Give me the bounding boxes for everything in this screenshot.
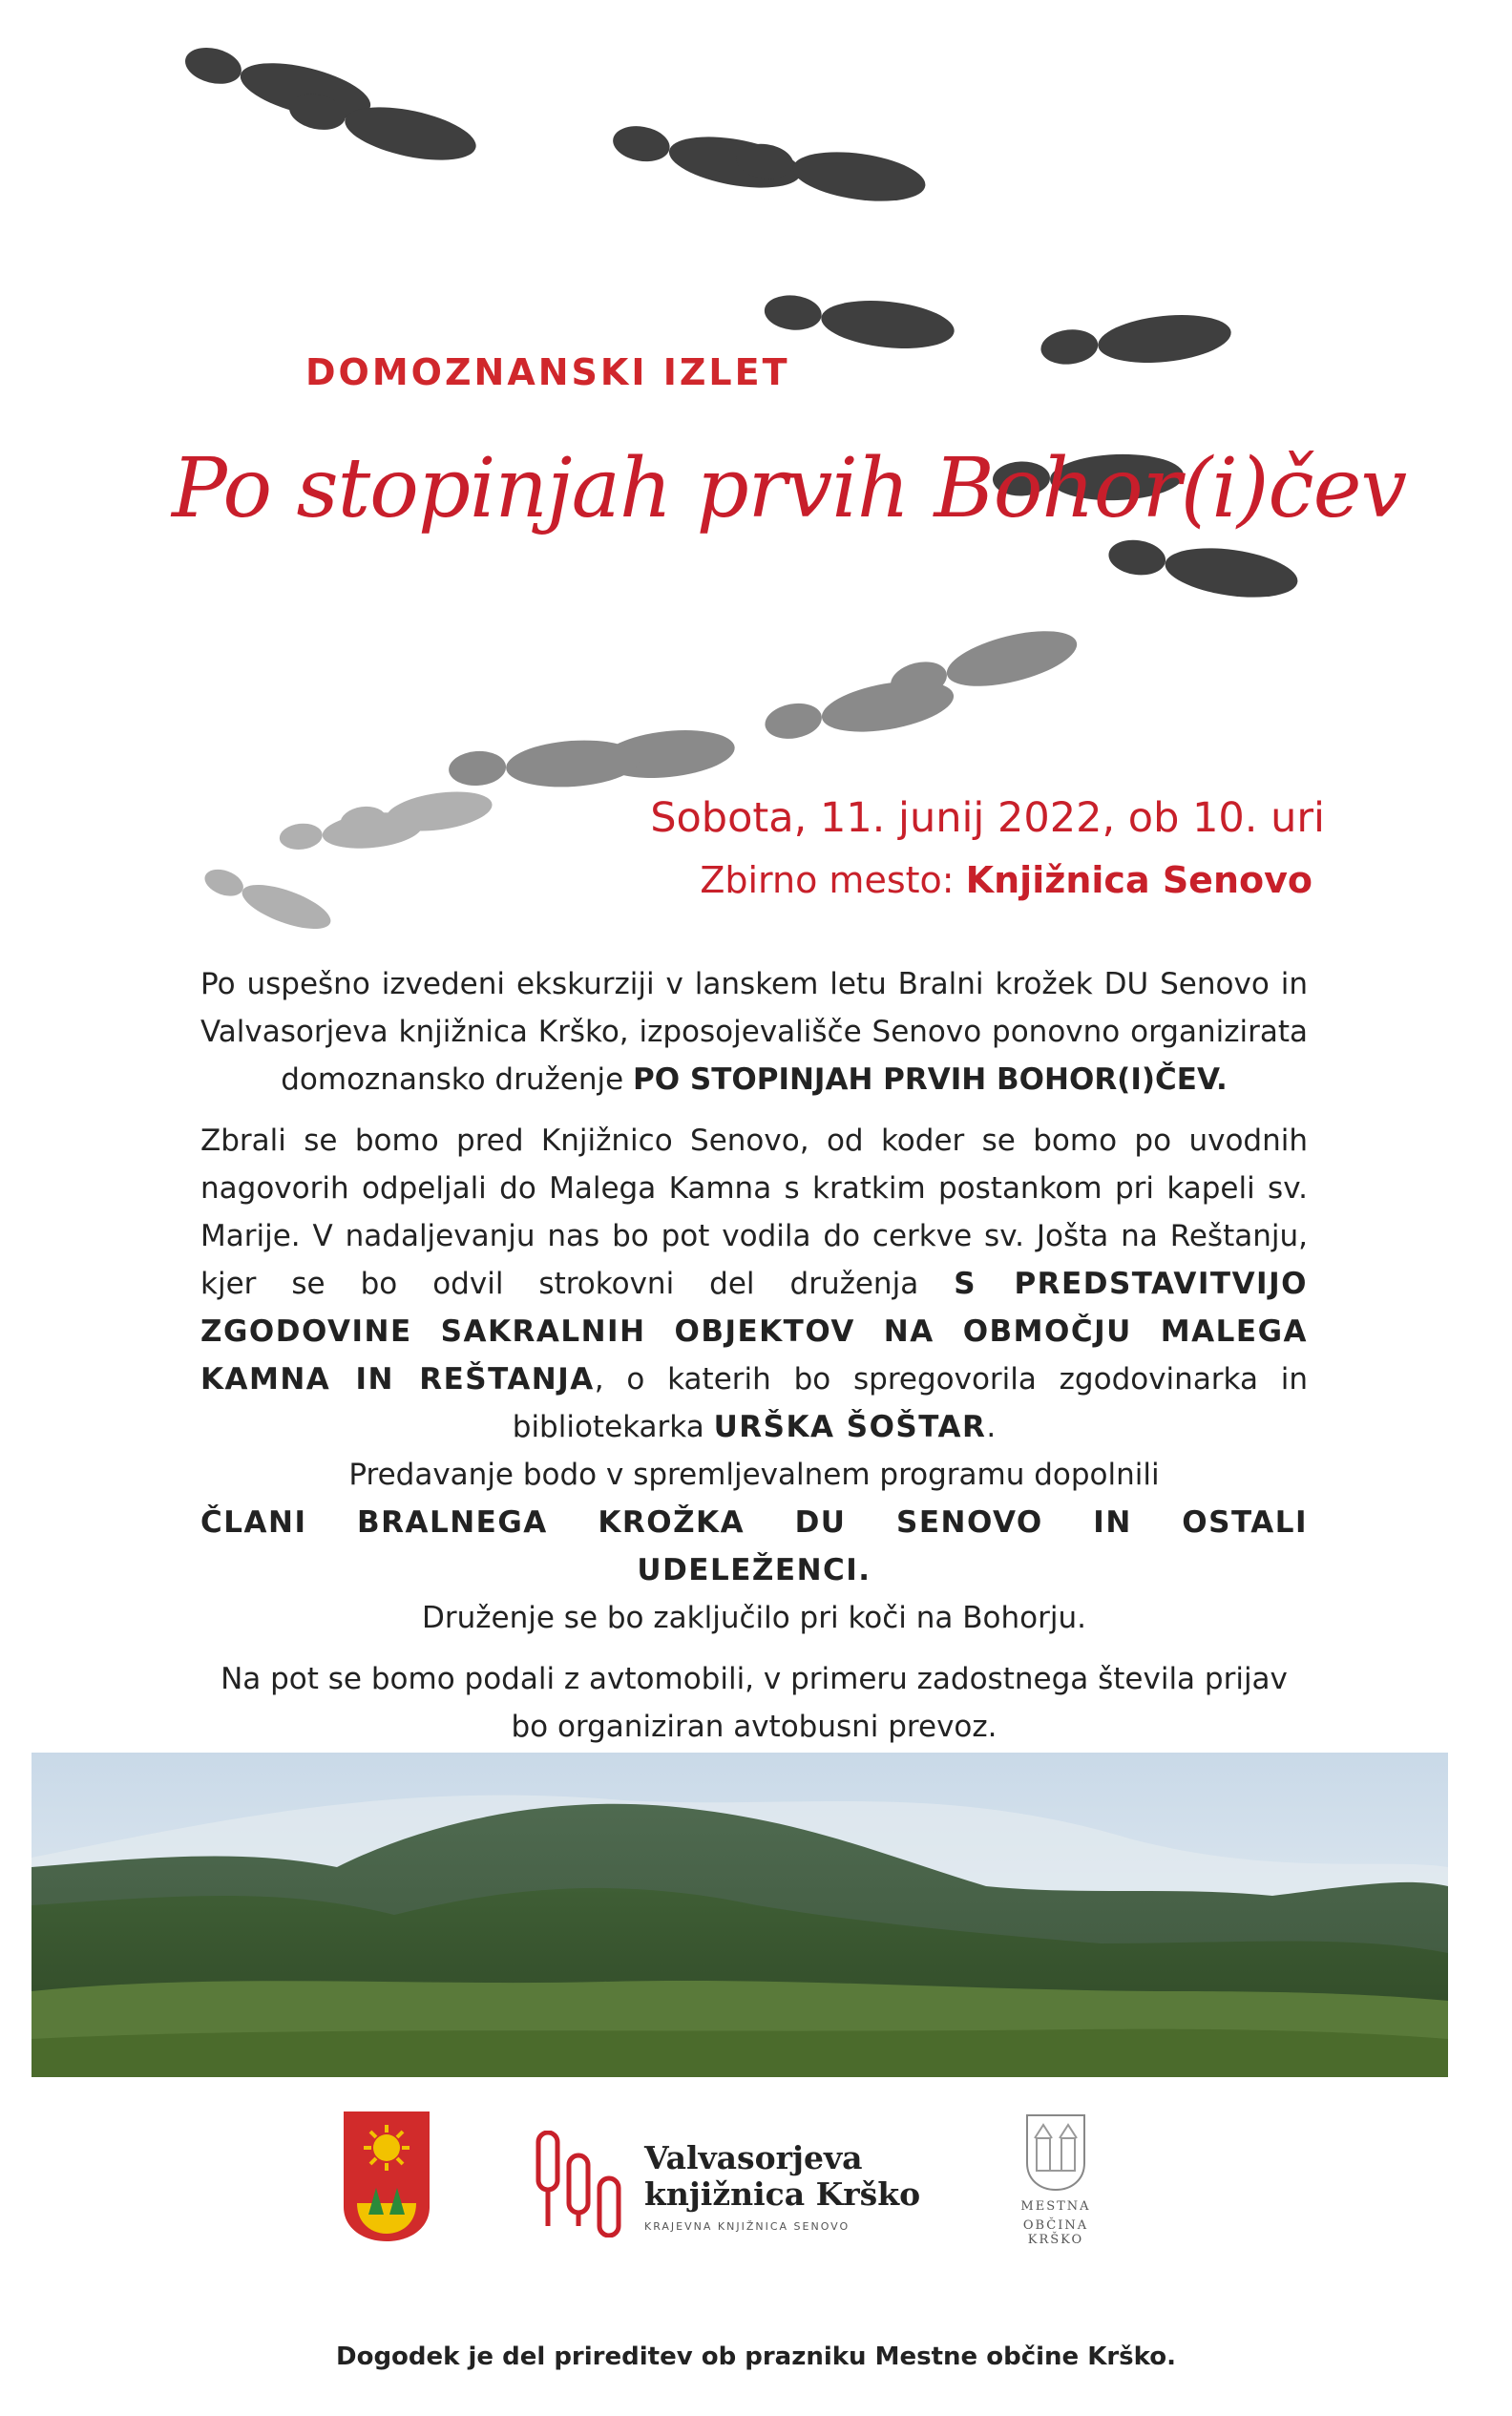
footprints-mid [448,620,1082,795]
meeting-place: Knjižnica Senovo [965,859,1312,901]
intro-text: Po uspešno izvedeni ekskurziji v lanskem letu Bralni krožek DU Senovo in Valvasorjeva knjižnica Krško, izposojevališče Senovo ponovno organizirata domoznansko druženje [200,967,1308,1097]
program-text: Zbrali se bomo pred Knjižnico Senovo, od koder se bomo po uvodnih nagovorih odpeljali do Malega Kamna s kratkim postankom pri kapeli sv. Marije. V nadaljevanju nas bo pot vodila do cerkve sv. Jošta na Reštanju, kjer se bo odvil strokovni del druženja [200,1124,1308,1301]
program-period: . [986,1410,997,1444]
municipality-name-line-2: OBČINA KRŠKO [1022,2218,1089,2247]
library-name-line-1: Valvasorjeva [644,2139,863,2176]
event-description [200,960,1308,1859]
meeting-label: Zbirno mesto: [700,859,955,901]
library-name [644,2140,920,2213]
paragraph-intro [200,960,1308,1103]
program-text-2: , o katerih bo spregovorila zgodovinarka in bibliotekarka [512,1362,1308,1444]
municipality-name-line-1: MESTNA [1020,2199,1091,2214]
library-name-line-2: knjižnica Krško [644,2175,921,2213]
program-highlight: S PREDSTAVITVIJO ZGODOVINE SAKRALNIH OBJEKTOV NA OBMOČJU MALEGA KAMNA IN REŠTANJA [200,1267,1308,1397]
paragraph-program [200,1117,1308,1642]
library-subtitle: KRAJEVNA KNJIŽNICA SENOVO [644,2220,850,2233]
mountain-landscape-image [32,1753,1448,2077]
partner-logos [0,2111,1512,2255]
krsko-coat-of-arms-icon [1025,2113,1086,2192]
footer-note: Dogodek je del prireditev ob prazniku Mestne občine Krško. [336,2342,1176,2371]
event-kicker: DOMOZNANSKI IZLET [305,351,790,393]
transport-line-1: Na pot se bomo podali z avtomobili, v primeru zadostnega števila prijav [220,1662,1288,1696]
event-date: Sobota, 11. junij 2022, ob 10. uri [650,794,1325,842]
lecturer-name: URŠKA ŠOŠTAR [713,1410,987,1444]
closing-location: Druženje se bo zaključilo pri koči na Bohorju. [422,1601,1086,1635]
participants-highlight: ČLANI BRALNEGA KROŽKA DU SENOVO IN OSTALI UDELEŽENCI. [200,1505,1308,1587]
library-logo-icon [535,2131,626,2237]
footprints-light [200,786,494,937]
intro-highlight: PO STOPINJAH PRVIH BOHOR(I)ČEV. [633,1062,1228,1097]
accompanying-program: Predavanje bodo v spremljevalnem programu dopolnili [348,1458,1160,1492]
meeting-point [700,859,1312,901]
transport-line-2: bo organiziran avtobusni prevoz. [511,1710,998,1744]
senovo-coat-of-arms-icon [344,2111,430,2241]
event-title: Po stopinjah prvih Bohor(i)čev [172,441,1407,536]
